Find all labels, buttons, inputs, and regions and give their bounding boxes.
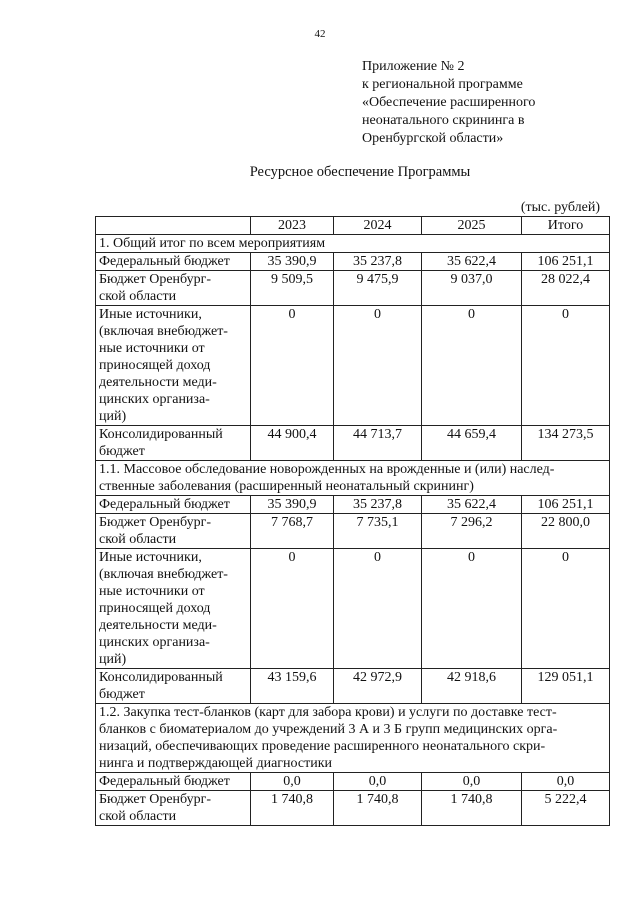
row-label: [96, 253, 251, 271]
value-cell: 0: [334, 549, 422, 669]
header-row: [96, 217, 610, 235]
value-cell: 7 735,1: [334, 514, 422, 549]
row-label-line: ций): [99, 652, 127, 667]
value-cell: 106 251,1: [522, 496, 610, 514]
row-label-line: деятельности меди-: [99, 375, 217, 390]
row-label-line: ской области: [99, 809, 177, 824]
row-label-line: Бюджет Оренбург-: [99, 792, 212, 807]
section-title-line: низаций, обеспечивающих проведение расширенного неонатального скри-: [99, 739, 546, 754]
row-label-line: Федеральный бюджет: [99, 497, 230, 512]
appendix-line: неонатального скрининга в: [362, 113, 525, 128]
value-cell: 0,0: [422, 773, 522, 791]
value-cell: 9 509,5: [251, 271, 334, 306]
column-header: 2024: [334, 217, 422, 235]
section-title: [96, 704, 610, 773]
section-title-line: нинга и подтверждающей диагностики: [99, 756, 332, 771]
units-note: (тыс. рублей): [520, 200, 600, 215]
section-title-line: 1. Общий итог по всем мероприятиям: [99, 236, 326, 251]
value-cell: 0: [334, 306, 422, 426]
row-label-line: ской области: [99, 289, 177, 304]
value-cell: 1 740,8: [422, 791, 522, 826]
value-cell: 35 622,4: [422, 496, 522, 514]
value-cell: 44 659,4: [422, 426, 522, 461]
value-cell: 35 237,8: [334, 496, 422, 514]
row-label: [96, 496, 251, 514]
value-cell: 9 037,0: [422, 271, 522, 306]
value-cell: 7 296,2: [422, 514, 522, 549]
row-label: [96, 271, 251, 306]
row-label: [96, 306, 251, 426]
row-label-line: Иные источники,: [99, 307, 202, 322]
value-cell: 1 740,8: [251, 791, 334, 826]
row-label-line: ской области: [99, 532, 177, 547]
header-empty-cell: [96, 217, 251, 235]
value-cell: 35 622,4: [422, 253, 522, 271]
value-cell: 5 222,4: [522, 791, 610, 826]
row-label-line: деятельности меди-: [99, 618, 217, 633]
appendix-line: Приложение № 2: [362, 59, 465, 74]
appendix-header: [362, 58, 535, 148]
value-cell: 0,0: [334, 773, 422, 791]
value-cell: 0: [422, 549, 522, 669]
row-label: [96, 791, 251, 826]
table-row: [96, 306, 610, 426]
row-label-line: Бюджет Оренбург-: [99, 515, 212, 530]
section-title: [96, 235, 610, 253]
row-label-line: приносящей доход: [99, 358, 211, 373]
section-row: [96, 461, 610, 496]
row-label: [96, 773, 251, 791]
appendix-line: «Обеспечение расширенного: [362, 95, 536, 110]
document-title: Ресурсное обеспечение Программы: [249, 164, 471, 180]
value-cell: 134 273,5: [522, 426, 610, 461]
row-label-line: бюджет: [99, 687, 145, 702]
row-label-line: Федеральный бюджет: [99, 774, 230, 789]
value-cell: 22 800,0: [522, 514, 610, 549]
column-header: Итого: [522, 217, 610, 235]
value-cell: 1 740,8: [334, 791, 422, 826]
value-cell: 0: [251, 549, 334, 669]
value-cell: 0: [522, 549, 610, 669]
section-row: [96, 704, 610, 773]
section-title-line: ственные заболевания (расширенный неонатальный скрининг): [99, 479, 474, 494]
value-cell: 0,0: [522, 773, 610, 791]
value-cell: 129 051,1: [522, 669, 610, 704]
value-cell: 43 159,6: [251, 669, 334, 704]
table-row: [96, 426, 610, 461]
row-label-line: цинских организа-: [99, 635, 210, 650]
value-cell: 9 475,9: [334, 271, 422, 306]
row-label-line: Консолидированный: [99, 670, 223, 685]
value-cell: 0: [251, 306, 334, 426]
table-row: [96, 514, 610, 549]
section-title-line: 1.2. Закупка тест-бланков (карт для забора крови) и услуги по доставке тест-: [99, 705, 557, 720]
row-label: [96, 514, 251, 549]
table-row: [96, 549, 610, 669]
section-title-line: 1.1. Массовое обследование новорожденных на врожденные и (или) наслед-: [99, 462, 555, 477]
row-label-line: Иные источники,: [99, 550, 202, 565]
table-row: [96, 773, 610, 791]
row-label-line: Федеральный бюджет: [99, 254, 230, 269]
value-cell: 0,0: [251, 773, 334, 791]
row-label: [96, 669, 251, 704]
value-cell: 44 900,4: [251, 426, 334, 461]
row-label-line: ные источники от: [99, 584, 205, 599]
page-number: 42: [314, 28, 326, 40]
appendix-line: к региональной программе: [362, 77, 523, 92]
value-cell: 106 251,1: [522, 253, 610, 271]
row-label-line: (включая внебюджет-: [99, 324, 228, 339]
column-header: 2025: [422, 217, 522, 235]
value-cell: 0: [422, 306, 522, 426]
table-row: [96, 791, 610, 826]
table-row: [96, 271, 610, 306]
row-label-line: цинских организа-: [99, 392, 210, 407]
section-title: [96, 461, 610, 496]
section-row: [96, 235, 610, 253]
value-cell: 42 972,9: [334, 669, 422, 704]
value-cell: 28 022,4: [522, 271, 610, 306]
row-label-line: ций): [99, 409, 127, 424]
row-label-line: приносящей доход: [99, 601, 211, 616]
row-label-line: Консолидированный: [99, 427, 223, 442]
value-cell: 44 713,7: [334, 426, 422, 461]
value-cell: 35 390,9: [251, 496, 334, 514]
appendix-line: Оренбургской области»: [362, 131, 504, 146]
row-label-line: Бюджет Оренбург-: [99, 272, 212, 287]
value-cell: 7 768,7: [251, 514, 334, 549]
row-label: [96, 426, 251, 461]
resource-table: [95, 216, 610, 826]
table-row: [96, 669, 610, 704]
row-label-line: (включая внебюджет-: [99, 567, 228, 582]
column-header: 2023: [251, 217, 334, 235]
row-label-line: бюджет: [99, 444, 145, 459]
row-label: [96, 549, 251, 669]
value-cell: 35 237,8: [334, 253, 422, 271]
value-cell: 35 390,9: [251, 253, 334, 271]
value-cell: 0: [522, 306, 610, 426]
value-cell: 42 918,6: [422, 669, 522, 704]
table-row: [96, 496, 610, 514]
row-label-line: ные источники от: [99, 341, 205, 356]
table-row: [96, 253, 610, 271]
section-title-line: бланков с биоматериалом до учреждений 3 А и 3 Б групп медицинских орга-: [99, 722, 558, 737]
